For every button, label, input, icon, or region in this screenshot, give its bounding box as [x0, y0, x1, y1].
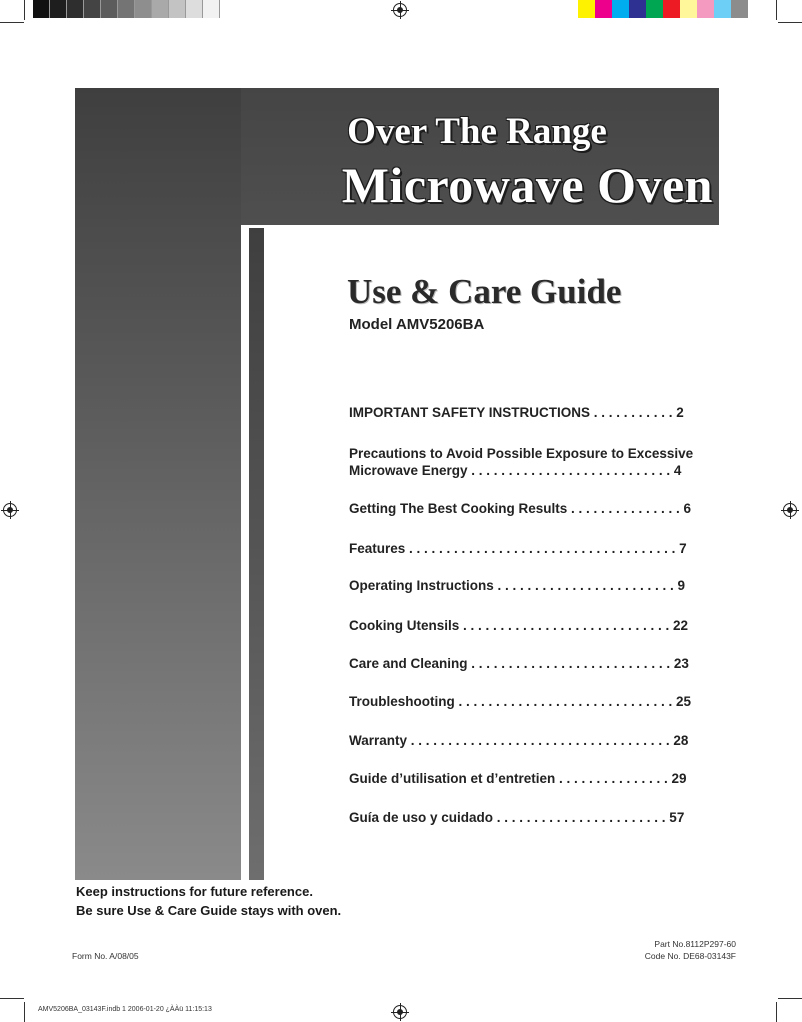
gray-swatch-9	[169, 0, 186, 18]
registration-mark-bottom-icon	[393, 1005, 407, 1019]
keep-note-line-2: Be sure Use & Care Guide stays with oven.	[76, 903, 342, 918]
crop-mark-top-left-h	[0, 22, 24, 23]
form-number: Form No. A/08/05	[72, 951, 139, 961]
crop-mark-top-left-v	[24, 0, 25, 20]
gray-swatch-7	[135, 0, 152, 18]
color-swatch-7	[680, 0, 697, 18]
crop-mark-bottom-left-h	[0, 998, 24, 999]
crop-mark-bottom-right-h	[778, 998, 802, 999]
color-swatch-9	[714, 0, 731, 18]
gray-swatch-10	[186, 0, 203, 18]
crop-mark-top-right-v	[776, 0, 777, 20]
gray-swatch-11	[203, 0, 220, 18]
color-swatch-10	[731, 0, 748, 18]
registration-mark-left-icon	[3, 503, 17, 517]
gray-swatch-4	[84, 0, 101, 18]
keep-note-line-1: Keep instructions for future reference.	[76, 884, 313, 899]
cover-side-strip	[249, 228, 264, 880]
toc-item-utensils: Cooking Utensils . . . . . . . . . . . . . . . . . . . . . . . . . . . . 22	[349, 618, 689, 633]
registration-mark-top-icon	[393, 3, 407, 17]
print-slug: AMV5206BA_03143F.indb 1 2006-01-20 ¿ÀÀü 11:15:13	[38, 1006, 212, 1013]
toc-item-safety: IMPORTANT SAFETY INSTRUCTIONS . . . . . . . . . . . 2	[349, 405, 684, 420]
gray-swatch-6	[118, 0, 135, 18]
color-calibration-bar	[578, 0, 748, 18]
color-swatch-3	[612, 0, 629, 18]
toc-item-warranty: Warranty . . . . . . . . . . . . . . . . . . . . . . . . . . . . . . . . . . . 28	[349, 733, 689, 748]
crop-mark-bottom-left-v	[24, 1002, 25, 1022]
color-swatch-2	[595, 0, 612, 18]
toc-item-cooking-results: Getting The Best Cooking Results . . . . . . . . . . . . . . . 6	[349, 501, 692, 516]
gray-swatch-8	[152, 0, 169, 18]
cover-gradient-block	[75, 88, 241, 880]
color-swatch-4	[629, 0, 646, 18]
gray-swatch-3	[67, 0, 84, 18]
title-line-2: Microwave Oven	[341, 157, 713, 213]
code-number: Code No. DE68-03143F	[644, 951, 736, 961]
crop-mark-bottom-right-v	[776, 1002, 777, 1022]
color-swatch-5	[646, 0, 663, 18]
crop-mark-top-right-h	[778, 22, 802, 23]
toc-item-precautions-line-1: Precautions to Avoid Possible Exposure to Excessive	[349, 446, 694, 461]
part-number: Part No.8112P297-60	[654, 939, 736, 949]
guide-title: Use & Care Guide	[347, 272, 622, 311]
registration-mark-right-icon	[783, 503, 797, 517]
gray-swatch-5	[101, 0, 118, 18]
toc-item-troubleshooting: Troubleshooting . . . . . . . . . . . . . . . . . . . . . . . . . . . . . 25	[349, 694, 692, 709]
gray-swatch-1	[33, 0, 50, 18]
color-swatch-1	[578, 0, 595, 18]
model-number: Model AMV5206BA	[349, 316, 485, 333]
gray-swatch-2	[50, 0, 67, 18]
keep-instructions-note	[76, 882, 341, 920]
toc-item-operating: Operating Instructions . . . . . . . . . . . . . . . . . . . . . . . . 9	[349, 578, 686, 593]
color-swatch-8	[697, 0, 714, 18]
title-line-1: Over The Range	[347, 111, 607, 152]
toc-item-precautions-line-2: Microwave Energy . . . . . . . . . . . . . . . . . . . . . . . . . . . 4	[349, 463, 682, 478]
grayscale-calibration-bar	[33, 0, 220, 18]
color-swatch-6	[663, 0, 680, 18]
toc-item-spanish-guide: Guía de uso y cuidado . . . . . . . . . . . . . . . . . . . . . . . 57	[349, 810, 685, 825]
toc-item-features: Features . . . . . . . . . . . . . . . . . . . . . . . . . . . . . . . . . . . . 7	[349, 541, 687, 556]
toc-item-care: Care and Cleaning . . . . . . . . . . . . . . . . . . . . . . . . . . . 23	[349, 656, 689, 671]
toc-item-french-guide: Guide d’utilisation et d’entretien . . . . . . . . . . . . . . . 29	[349, 771, 687, 786]
